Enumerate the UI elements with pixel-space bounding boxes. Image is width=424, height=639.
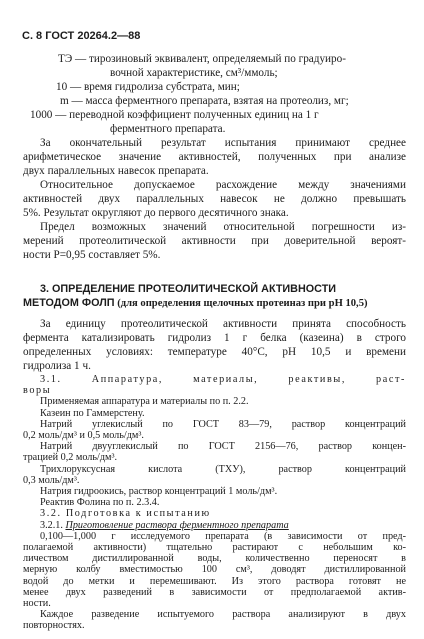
paragraph-line: За окончательный результат испытания принимают среднее bbox=[40, 137, 406, 149]
apparatus-line: Применяемая аппаратура и материалы по п. 2.2. bbox=[40, 396, 249, 408]
paragraph-line: менее двух разведений в зависимости от предполагаемой актив- bbox=[23, 586, 406, 598]
paragraph-line: повторностях. bbox=[23, 620, 85, 632]
paragraph-line: ности. bbox=[23, 598, 51, 609]
section-3-title-subtitle: (для определения щелочных протеиназ при pH 10,5) bbox=[114, 298, 368, 309]
subsection-3-2-1-number: 3.2.1. bbox=[40, 519, 63, 531]
section-3-title-line-2 bbox=[23, 297, 368, 310]
section-3-title-line-1: 3. ОПРЕДЕЛЕНИЕ ПРОТЕОЛИТИЧЕСКОЙ АКТИВНОСТИ bbox=[40, 283, 337, 295]
legend-1000-line-1: 1000 — переводной коэффициент полученных единиц на 1 г bbox=[30, 109, 319, 121]
paragraph-line: фермента катализировать гидролиз 1 г белка (казеина) в строго bbox=[23, 332, 406, 344]
subsection-3-1-title-cont: воры bbox=[23, 385, 52, 397]
legend-1000-line-2: ферментного препарата. bbox=[110, 123, 226, 135]
subsection-3-1-title: 3.1. Аппаратура, материалы, реактивы, раст- bbox=[40, 374, 406, 385]
legend-te-line-1: ТЭ — тирозиновый эквивалент, определяемый по градуиро- bbox=[58, 53, 346, 65]
legend-m-line: m — масса ферментного препарата, взятая на протеолиз, мг; bbox=[60, 95, 349, 107]
section-3-title-method: МЕТОДОМ ФОЛП bbox=[23, 297, 115, 309]
subsection-3-2-1-heading: Приготовление раствора ферментного препарата bbox=[65, 519, 289, 531]
apparatus-line: Натрий углекислый по ГОСТ 83—79, раствор концентраций bbox=[40, 418, 406, 430]
paragraph-line: За единицу протеолитической активности принята способность bbox=[40, 318, 406, 330]
subsection-3-2-1-title bbox=[40, 520, 289, 531]
paragraph-line: 0,100—1,000 г исследуемого препарата (в зависимости от пред- bbox=[40, 530, 406, 542]
paragraph-line: Относительное допускаемое расхождение между значениями bbox=[40, 179, 406, 191]
apparatus-line: Натрий двууглекислый по ГОСТ 2156—76, раствор концен- bbox=[40, 441, 406, 453]
paragraph-line: определенных условиях: температуре 40°C, pH 10,5 и времени bbox=[23, 346, 406, 358]
apparatus-line: 0,3 моль/дм³. bbox=[23, 474, 80, 486]
apparatus-line: трацией 0,2 моль/дм³. bbox=[23, 452, 118, 464]
paragraph-line: 5%. Результат округляют до первого десятичного знака. bbox=[23, 207, 289, 219]
paragraph-line: двух параллельных навесок препарата. bbox=[23, 165, 209, 177]
paragraph-line: Предел возможных значений относительной погрешности из- bbox=[40, 221, 406, 233]
paragraph-line: активностей двух параллельных навесок не должно превышать bbox=[23, 193, 406, 205]
apparatus-line: Казеин по Гаммерстену. bbox=[40, 407, 145, 419]
subsection-3-2-title: 3.2. Подготовка к испытанию bbox=[40, 508, 211, 520]
paragraph-line: гидролиза 1 ч. bbox=[23, 360, 91, 372]
paragraph-line: Каждое разведение испытуемого раствора анализируют в двух bbox=[40, 609, 406, 621]
paragraph-line: арифметическое значение активностей, полученных при анализе bbox=[23, 151, 406, 163]
paragraph-line: ности P=0,95 составляет 5%. bbox=[23, 249, 161, 261]
legend-10-line: 10 — время гидролиза субстрата, мин; bbox=[56, 81, 240, 93]
paragraph-line: водой до метки и перемешивают. Из этого раствора готовят не bbox=[23, 575, 406, 587]
paragraph-line: личеством дистиллированной воды, количественно переносят в bbox=[23, 553, 406, 565]
paragraph-line: полагаемой активности) тщательно растирают с небольшим ко- bbox=[23, 542, 406, 553]
apparatus-line: Натрия гидроокись, раствор концентраций 1 моль/дм³. bbox=[40, 486, 278, 497]
apparatus-line: 0,2 моль/дм³ и 0,5 моль/дм³. bbox=[23, 430, 144, 441]
paragraph-line: мерений протеолитической активности при доверительной вероят- bbox=[23, 235, 406, 247]
apparatus-line: Трихлоруксусная кислота (ТХУ), раствор концентраций bbox=[40, 463, 406, 475]
paragraph-line: мерную колбу вместимостью 100 см³, доводят дистиллированной bbox=[23, 564, 406, 576]
page-header: С. 8 ГОСТ 20264.2—88 bbox=[22, 30, 141, 42]
apparatus-line: Реактив Фолина по п. 2.3.4. bbox=[40, 497, 160, 509]
legend-te-line-2: вочной характеристике, см³/ммоль; bbox=[110, 67, 278, 79]
